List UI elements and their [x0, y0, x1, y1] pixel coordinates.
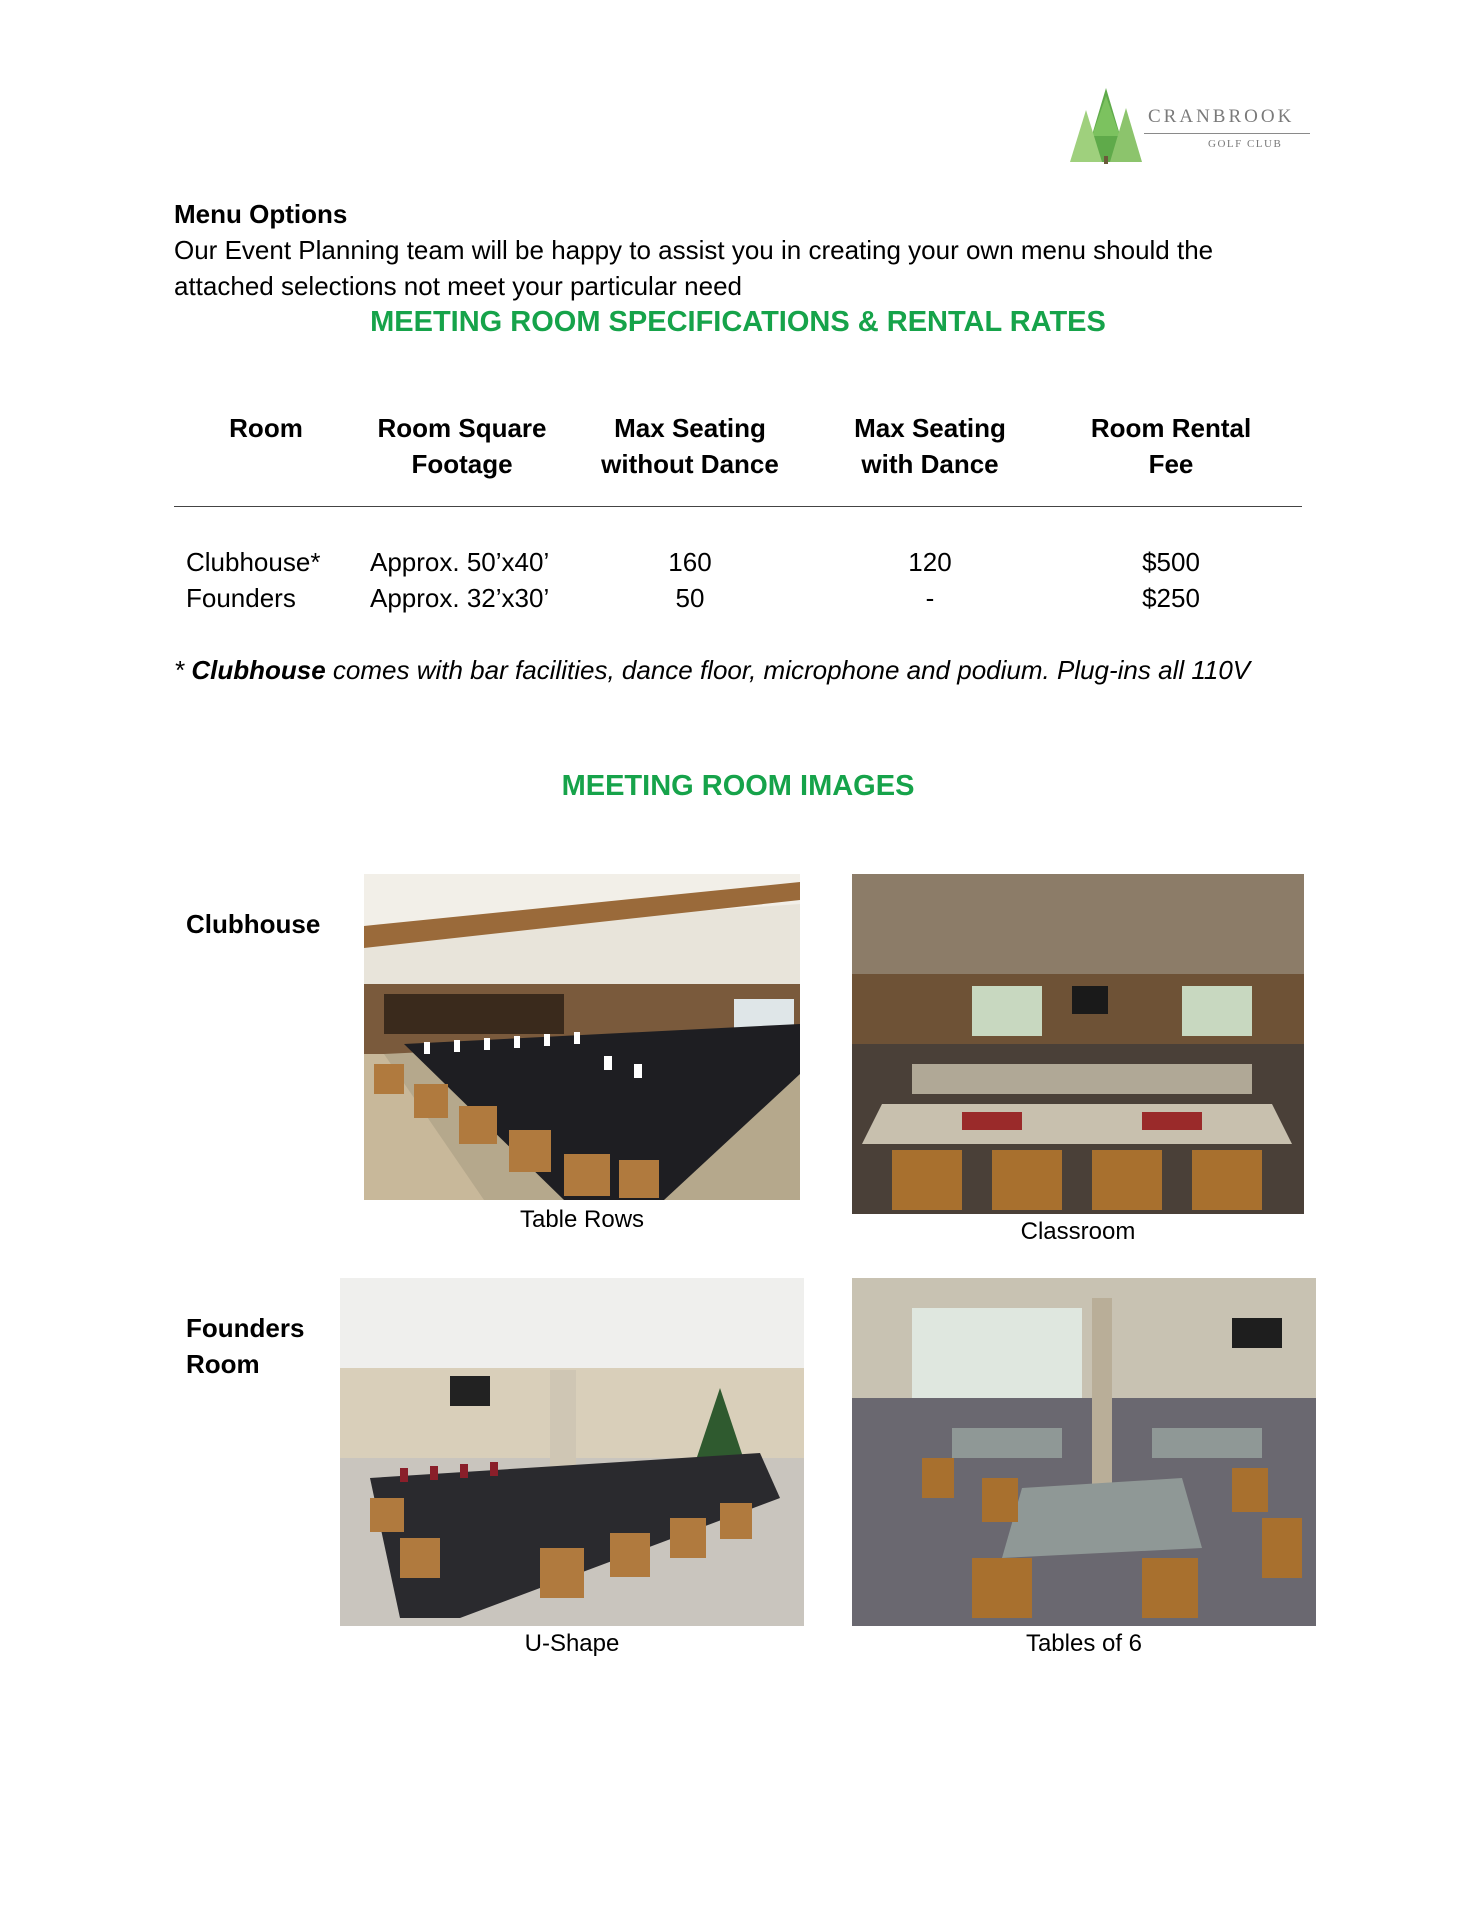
founders-label-line-2: Room [186, 1349, 260, 1379]
header-room-rental-fee: Room Rental Fee [1090, 413, 1252, 479]
clubhouse-label: Clubhouse [186, 909, 321, 939]
clubhouse-note-bold: Clubhouse [191, 655, 326, 685]
cell-with-dance: - [925, 583, 935, 613]
cell-fee: $500 [1142, 547, 1200, 577]
cell-no-dance: 50 [675, 583, 705, 613]
caption-classroom: Classroom [1020, 1218, 1136, 1245]
header-room: Room [229, 413, 303, 443]
cell-footage: Approx. 50’x40’ [370, 547, 550, 577]
photo-classroom [852, 874, 1304, 1214]
header-max-seating-with-dance: Max Seating with Dance [854, 413, 1006, 479]
caption-tables-of-6: Tables of 6 [1025, 1630, 1143, 1657]
menu-options-line-2: attached selections not meet your particular need [174, 271, 743, 301]
caption-table-rows: Table Rows [519, 1206, 645, 1233]
founders-label-line-1: Founders [186, 1313, 305, 1343]
cell-footage: Approx. 32’x30’ [370, 583, 550, 613]
menu-options-heading: Menu Options [174, 199, 348, 229]
photo-tables-of-6 [852, 1278, 1316, 1626]
clubhouse-note: * Clubhouse comes with bar facilities, dance floor, microphone and podium. Plug-ins all 110V [174, 655, 1251, 685]
cell-with-dance: 120 [908, 547, 952, 577]
logo-brand-text: CRANBROOK [1148, 106, 1295, 127]
caption-u-shape: U-Shape [524, 1630, 620, 1657]
header-max-seating-without-dance: Max Seating without Dance [601, 413, 779, 479]
cranbrook-logo [1064, 86, 1312, 166]
pine-trees-icon [1064, 86, 1148, 166]
specs-title: MEETING ROOM SPECIFICATIONS & RENTAL RATES [370, 306, 1106, 338]
cell-room: Founders [186, 583, 296, 613]
photo-u-shape [340, 1278, 804, 1626]
images-title: MEETING ROOM IMAGES [561, 770, 915, 802]
menu-options-line-1: Our Event Planning team will be happy to assist you in creating your own menu should the [174, 235, 1214, 265]
cell-room: Clubhouse* [186, 547, 321, 577]
photo-table-rows [364, 874, 800, 1200]
logo-divider [1144, 133, 1310, 134]
table-divider [174, 506, 1302, 507]
cell-no-dance: 160 [668, 547, 712, 577]
header-square-footage: Room Square Footage [377, 413, 547, 479]
cell-fee: $250 [1142, 583, 1200, 613]
logo-sub-text: GOLF CLUB [1208, 138, 1283, 150]
